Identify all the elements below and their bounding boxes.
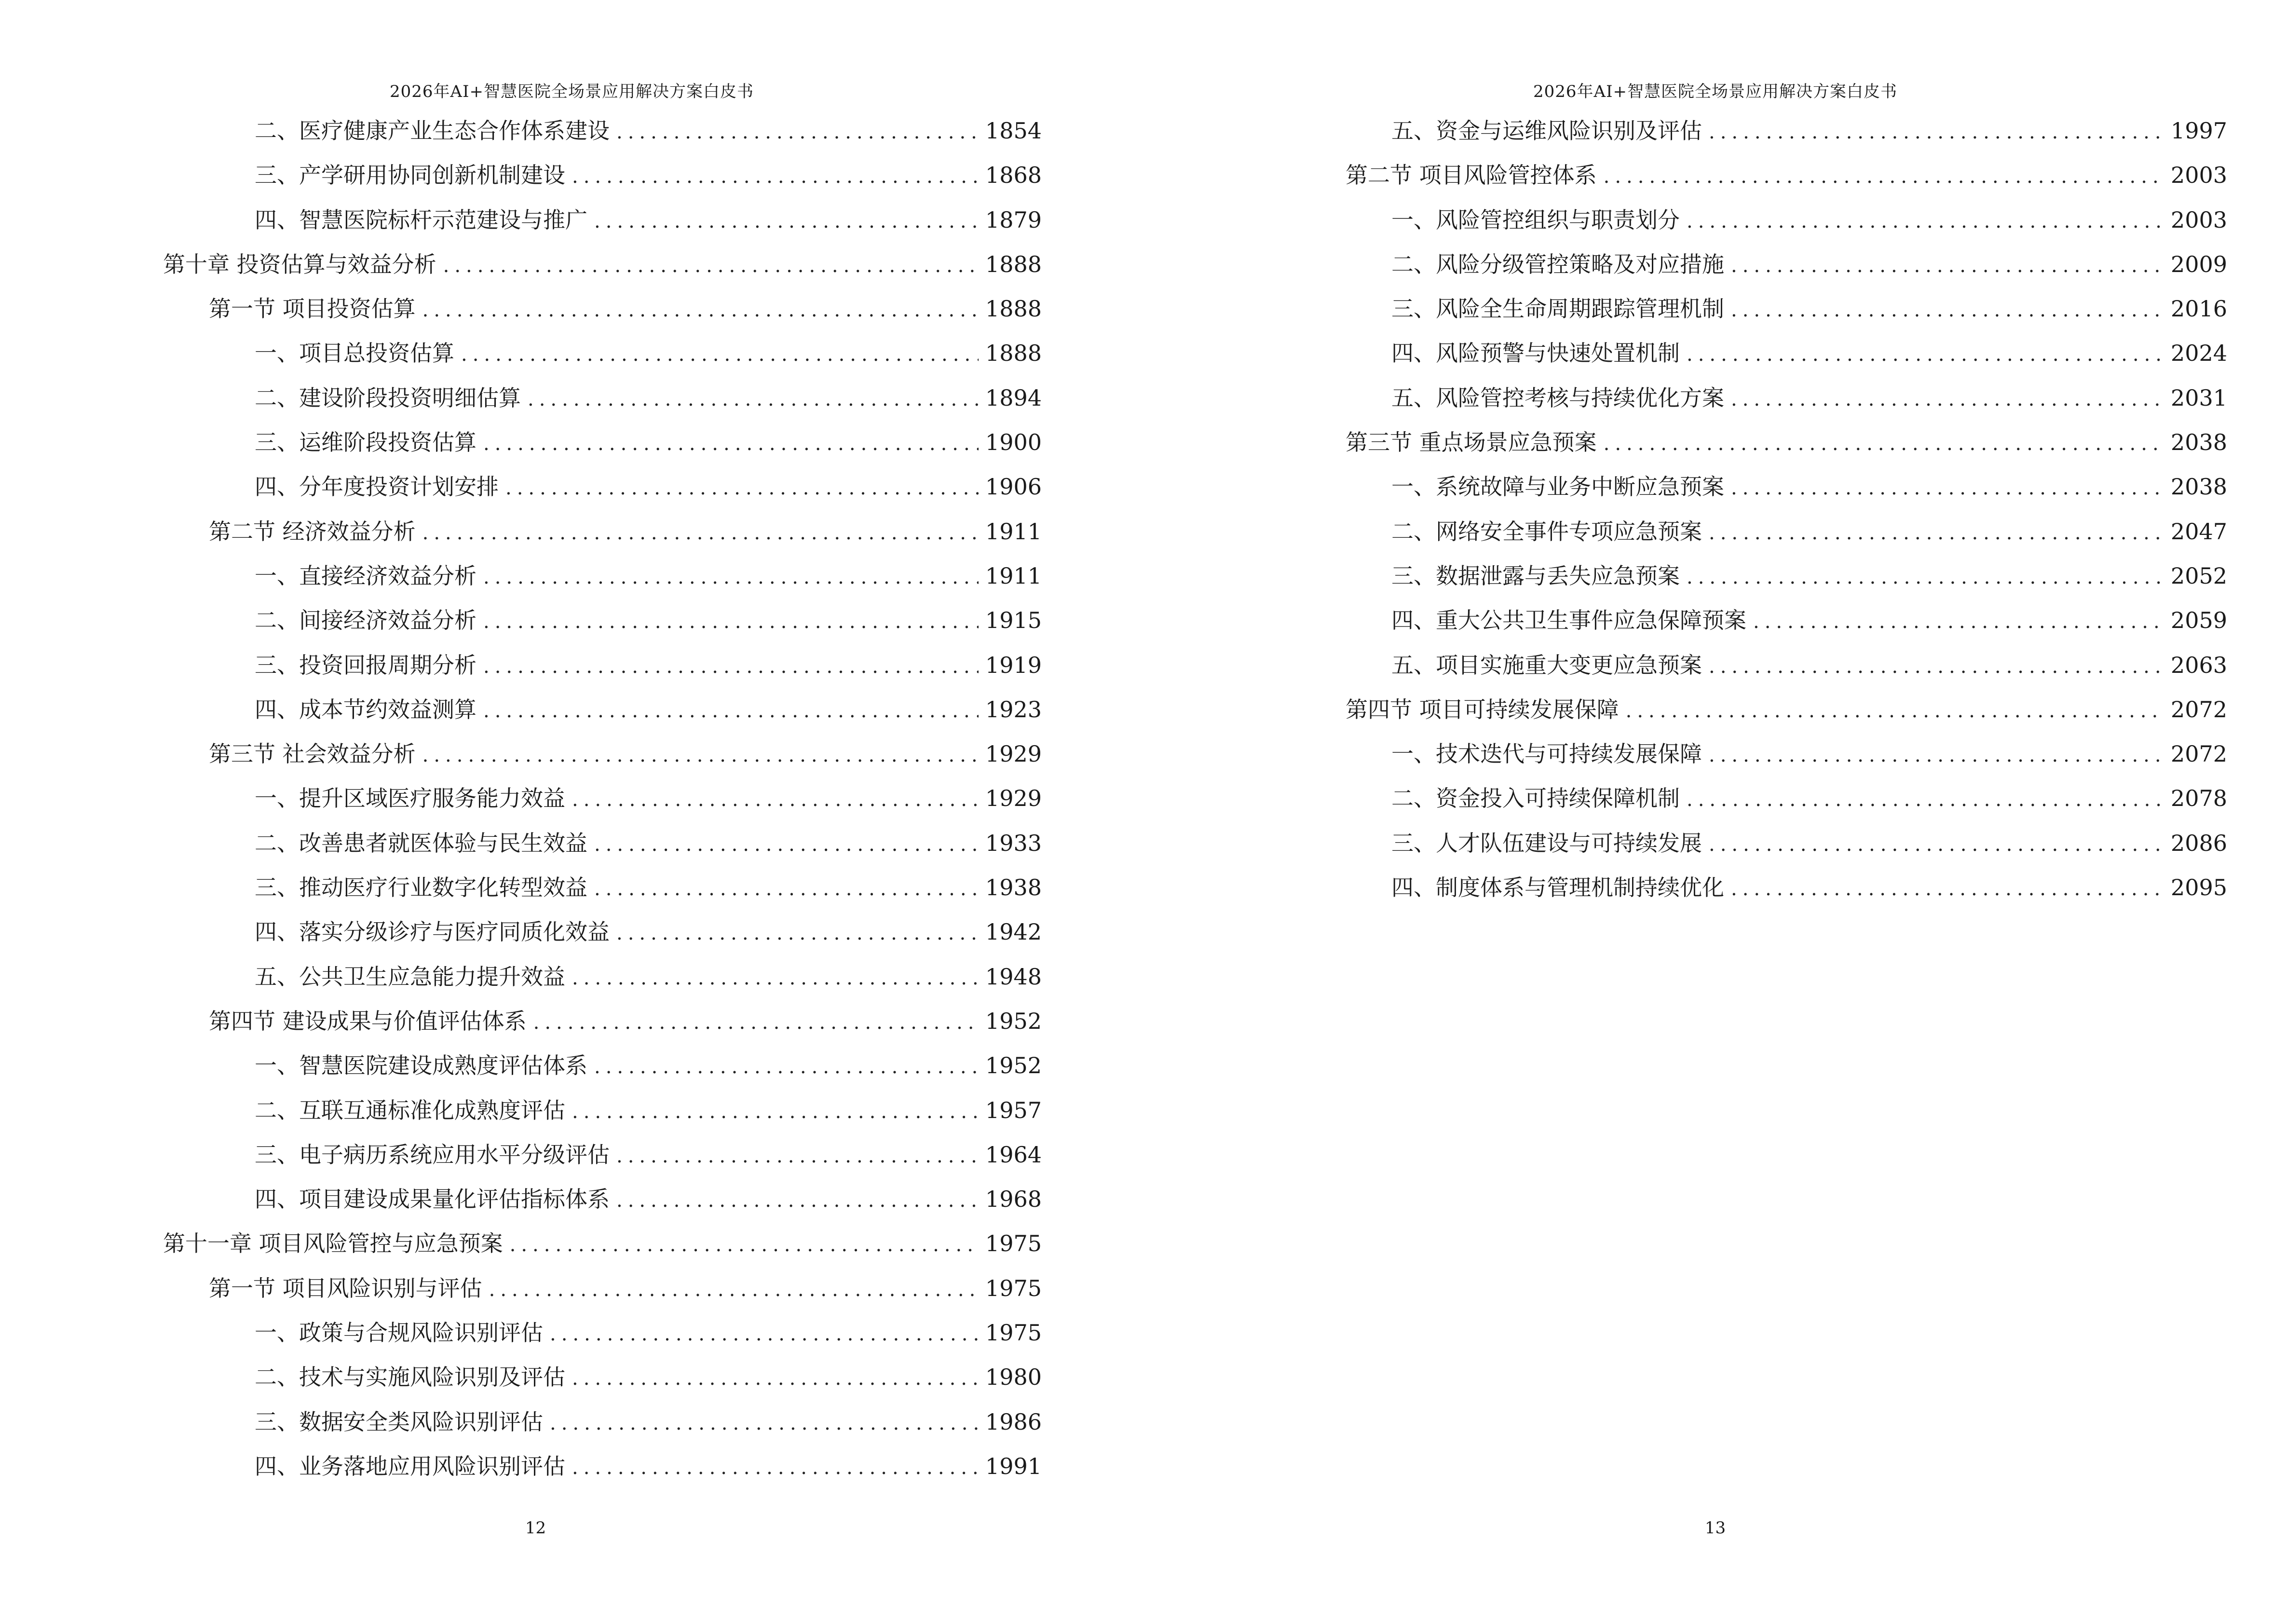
toc-dot-leader — [443, 255, 979, 277]
toc-entry-title: 三、运维阶段投资估算 — [255, 429, 476, 456]
toc-dot-leader — [483, 566, 979, 588]
toc-dot-leader — [572, 789, 979, 811]
page-number: 13 — [1704, 1518, 1726, 1538]
toc-entry-page: 2059 — [2170, 607, 2227, 634]
toc-entry-title: 四、智慧医院标杆示范建设与推广 — [255, 206, 587, 233]
toc-entry[interactable] — [1346, 648, 2227, 692]
toc-entry-title: 一、技术迭代与可持续发展保障 — [1391, 741, 1702, 767]
page-right — [1144, 0, 2287, 1624]
toc-entry[interactable] — [163, 1048, 1042, 1092]
toc-entry[interactable] — [163, 247, 1042, 291]
toc-entry[interactable] — [1346, 692, 2227, 737]
toc-entry-title: 四、项目建设成果量化评估指标体系 — [255, 1186, 610, 1213]
toc-entry-page: 2052 — [2170, 562, 2227, 589]
toc-entry-title: 五、公共卫生应急能力提升效益 — [255, 963, 565, 990]
toc-entry[interactable] — [163, 291, 1042, 336]
toc-dot-leader — [505, 477, 979, 499]
toc-entry-page: 2003 — [2170, 206, 2227, 233]
toc-entry[interactable] — [1346, 870, 2227, 914]
toc-dot-leader — [1753, 611, 2164, 633]
toc-dot-leader — [533, 1011, 979, 1034]
toc-entry-title: 第十一章 项目风险管控与应急预案 — [163, 1230, 503, 1257]
toc-entry-page: 2038 — [2170, 474, 2227, 500]
toc-dot-leader — [1731, 255, 2164, 277]
toc-entry[interactable] — [163, 914, 1042, 959]
toc-entry-page: 1942 — [985, 919, 1042, 945]
toc-entry-title: 二、网络安全事件专项应急预案 — [1391, 518, 1702, 545]
toc-dot-leader — [1687, 566, 2164, 588]
toc-entry[interactable] — [163, 648, 1042, 692]
toc-entry[interactable] — [1346, 559, 2227, 603]
toc-entry-page: 2063 — [2170, 652, 2227, 678]
toc-entry-page: 1986 — [985, 1408, 1042, 1435]
toc-entry[interactable] — [163, 381, 1042, 425]
toc-entry-page: 2072 — [2170, 696, 2227, 723]
toc-dot-leader — [1709, 522, 2164, 544]
page-header: 2026年AI+智慧医院全场景应用解决方案白皮书 — [390, 82, 754, 101]
toc-entry-title: 二、改善患者就医体验与民生效益 — [255, 830, 587, 856]
toc-dot-leader — [594, 210, 979, 232]
toc-entry[interactable] — [163, 469, 1042, 514]
toc-entry-title: 一、项目总投资估算 — [255, 340, 454, 367]
toc-dot-leader — [1626, 700, 2164, 722]
toc-dot-leader — [1687, 789, 2164, 811]
toc-entry-title: 二、技术与实施风险识别及评估 — [255, 1364, 565, 1391]
toc-entry-title: 三、投资回报周期分析 — [255, 652, 476, 678]
toc-entry-page: 2031 — [2170, 384, 2227, 411]
toc-dot-leader — [572, 1101, 979, 1123]
toc-dot-leader — [1731, 299, 2164, 321]
toc-dot-leader — [594, 878, 979, 900]
toc-entry-page: 1911 — [985, 518, 1042, 545]
toc-entry-title: 三、电子病历系统应用水平分级评估 — [255, 1141, 610, 1168]
toc-entry-title: 三、风险全生命周期跟踪管理机制 — [1391, 296, 1724, 322]
toc-entry-title: 三、推动医疗行业数字化转型效益 — [255, 874, 587, 901]
toc-entry-title: 第三节 社会效益分析 — [209, 741, 416, 767]
toc-entry[interactable] — [1346, 425, 2227, 469]
toc-entry-title: 第四节 项目可持续发展保障 — [1346, 696, 1619, 723]
table-of-contents — [163, 113, 1042, 1493]
toc-entry[interactable] — [1346, 469, 2227, 514]
toc-entry[interactable] — [163, 603, 1042, 647]
toc-dot-leader — [528, 388, 979, 410]
toc-entry-title: 五、风险管控考核与持续优化方案 — [1391, 384, 1724, 411]
toc-entry-page: 1879 — [985, 206, 1042, 233]
toc-entry-page: 1854 — [985, 118, 1042, 144]
toc-entry[interactable] — [1346, 291, 2227, 336]
toc-entry-page: 1957 — [985, 1097, 1042, 1123]
toc-entry-page: 2047 — [2170, 518, 2227, 545]
toc-dot-leader — [1687, 343, 2164, 366]
toc-dot-leader — [1604, 433, 2164, 455]
toc-entry-title: 四、制度体系与管理机制持续优化 — [1391, 874, 1724, 901]
toc-entry[interactable] — [163, 113, 1042, 158]
toc-dot-leader — [572, 1457, 979, 1479]
page-header: 2026年AI+智慧医院全场景应用解决方案白皮书 — [1533, 82, 1897, 101]
toc-entry[interactable] — [163, 1405, 1042, 1449]
table-of-contents — [1346, 113, 2227, 914]
toc-entry-page: 2078 — [2170, 785, 2227, 812]
toc-entry-page: 2016 — [2170, 296, 2227, 322]
toc-entry-page: 1915 — [985, 607, 1042, 634]
toc-entry-page: 1906 — [985, 474, 1042, 500]
toc-entry[interactable] — [163, 559, 1042, 603]
toc-entry-page: 1968 — [985, 1186, 1042, 1213]
toc-dot-leader — [594, 833, 979, 856]
toc-entry-page: 1948 — [985, 963, 1042, 990]
toc-entry-page: 1975 — [985, 1320, 1042, 1346]
toc-entry-page: 1938 — [985, 874, 1042, 901]
toc-entry[interactable] — [1346, 158, 2227, 202]
toc-dot-leader — [616, 1189, 979, 1212]
toc-entry[interactable] — [163, 959, 1042, 1004]
toc-dot-leader — [489, 1279, 979, 1301]
toc-entry-title: 四、业务落地应用风险识别评估 — [255, 1453, 565, 1479]
toc-entry-page: 1868 — [985, 162, 1042, 189]
toc-entry[interactable] — [1346, 203, 2227, 247]
toc-entry-title: 第二节 经济效益分析 — [209, 518, 416, 545]
toc-entry[interactable] — [163, 203, 1042, 247]
toc-entry-title: 第一节 项目投资估算 — [209, 296, 416, 322]
toc-entry-title: 二、互联互通标准化成熟度评估 — [255, 1097, 565, 1123]
toc-entry[interactable] — [163, 1315, 1042, 1360]
toc-entry-title: 五、项目实施重大变更应急预案 — [1391, 652, 1702, 678]
toc-entry-page: 1975 — [985, 1275, 1042, 1301]
toc-dot-leader — [483, 611, 979, 633]
toc-entry[interactable] — [1346, 781, 2227, 825]
toc-entry-page: 1911 — [985, 562, 1042, 589]
toc-dot-leader — [461, 343, 979, 366]
toc-entry[interactable] — [163, 336, 1042, 380]
toc-dot-leader — [1709, 121, 2164, 143]
toc-entry[interactable] — [163, 1093, 1042, 1137]
toc-entry-page: 2086 — [2170, 830, 2227, 856]
toc-entry-page: 1952 — [985, 1008, 1042, 1034]
toc-dot-leader — [1731, 878, 2164, 900]
toc-dot-leader — [483, 700, 979, 722]
toc-dot-leader — [422, 522, 979, 544]
toc-dot-leader — [510, 1234, 979, 1256]
toc-entry-page: 2072 — [2170, 741, 2227, 767]
toc-entry-page: 1888 — [985, 251, 1042, 277]
toc-entry-title: 四、风险预警与快速处置机制 — [1391, 340, 1680, 367]
toc-entry[interactable] — [163, 514, 1042, 559]
toc-entry-title: 第四节 建设成果与价值评估体系 — [209, 1008, 527, 1034]
toc-entry-title: 第三节 重点场景应急预案 — [1346, 429, 1597, 456]
toc-entry[interactable] — [1346, 603, 2227, 647]
toc-entry-title: 一、系统故障与业务中断应急预案 — [1391, 474, 1724, 500]
toc-dot-leader — [550, 1412, 979, 1434]
toc-entry[interactable] — [163, 692, 1042, 737]
toc-entry-page: 2009 — [2170, 251, 2227, 277]
toc-entry-title: 四、重大公共卫生事件应急保障预案 — [1391, 607, 1746, 634]
toc-dot-leader — [616, 121, 979, 143]
toc-entry[interactable] — [163, 870, 1042, 914]
toc-entry-page: 2003 — [2170, 162, 2227, 189]
toc-dot-leader — [1709, 744, 2164, 766]
toc-entry-page: 1964 — [985, 1141, 1042, 1168]
toc-entry-title: 一、智慧医院建设成熟度评估体系 — [255, 1052, 587, 1079]
toc-dot-leader — [483, 655, 979, 678]
toc-entry[interactable] — [1346, 381, 2227, 425]
toc-dot-leader — [1604, 165, 2164, 188]
toc-entry-page: 1997 — [2170, 118, 2227, 144]
toc-entry-page: 1933 — [985, 830, 1042, 856]
toc-entry[interactable] — [1346, 737, 2227, 781]
toc-entry[interactable] — [163, 781, 1042, 825]
toc-entry-title: 四、分年度投资计划安排 — [255, 474, 499, 500]
toc-entry-title: 二、资金投入可持续保障机制 — [1391, 785, 1680, 812]
toc-entry[interactable] — [163, 1182, 1042, 1226]
toc-dot-leader — [616, 1145, 979, 1167]
toc-entry-title: 第二节 项目风险管控体系 — [1346, 162, 1597, 189]
toc-entry-title: 第十章 投资估算与效益分析 — [163, 251, 436, 277]
toc-dot-leader — [572, 967, 979, 989]
toc-entry-page: 1888 — [985, 340, 1042, 367]
toc-dot-leader — [594, 1056, 979, 1078]
toc-dot-leader — [483, 433, 979, 455]
toc-entry-title: 四、成本节约效益测算 — [255, 696, 476, 723]
toc-entry[interactable] — [163, 1004, 1042, 1048]
toc-dot-leader — [572, 1367, 979, 1390]
toc-entry[interactable] — [1346, 514, 2227, 559]
toc-entry-title: 三、人才队伍建设与可持续发展 — [1391, 830, 1702, 856]
toc-dot-leader — [1709, 655, 2164, 678]
toc-entry-title: 一、政策与合规风险识别评估 — [255, 1320, 543, 1346]
toc-dot-leader — [1687, 210, 2164, 232]
toc-dot-leader — [572, 165, 979, 188]
toc-entry[interactable] — [163, 826, 1042, 870]
toc-entry[interactable] — [163, 1226, 1042, 1270]
toc-entry-page: 1991 — [985, 1453, 1042, 1479]
toc-entry[interactable] — [163, 1449, 1042, 1493]
toc-entry-title: 第一节 项目风险识别与评估 — [209, 1275, 482, 1301]
toc-entry-page: 1900 — [985, 429, 1042, 456]
toc-entry-title: 一、提升区域医疗服务能力效益 — [255, 785, 565, 812]
toc-entry-page: 2095 — [2170, 874, 2227, 901]
toc-entry-page: 1888 — [985, 296, 1042, 322]
toc-entry[interactable] — [1346, 247, 2227, 291]
toc-dot-leader — [422, 744, 979, 766]
toc-entry-page: 1980 — [985, 1364, 1042, 1391]
toc-entry-title: 二、风险分级管控策略及对应措施 — [1391, 251, 1724, 277]
toc-entry-page: 1952 — [985, 1052, 1042, 1079]
toc-entry-page: 1975 — [985, 1230, 1042, 1257]
toc-dot-leader — [1709, 833, 2164, 856]
toc-entry[interactable] — [163, 737, 1042, 781]
toc-entry[interactable] — [163, 1271, 1042, 1315]
toc-entry[interactable] — [1346, 336, 2227, 380]
toc-dot-leader — [422, 299, 979, 321]
toc-entry-title: 五、资金与运维风险识别及评估 — [1391, 118, 1702, 144]
toc-entry-title: 四、落实分级诊疗与医疗同质化效益 — [255, 919, 610, 945]
toc-dot-leader — [550, 1323, 979, 1345]
toc-entry-page: 1919 — [985, 652, 1042, 678]
toc-entry-page: 1894 — [985, 384, 1042, 411]
toc-entry-title: 三、数据泄露与丢失应急预案 — [1391, 562, 1680, 589]
toc-entry-title: 二、间接经济效益分析 — [255, 607, 476, 634]
toc-entry-title: 三、数据安全类风险识别评估 — [255, 1408, 543, 1435]
toc-entry-title: 三、产学研用协同创新机制建设 — [255, 162, 565, 189]
toc-entry[interactable] — [1346, 826, 2227, 870]
toc-dot-leader — [616, 922, 979, 944]
toc-entry-title: 一、直接经济效益分析 — [255, 562, 476, 589]
toc-entry-title: 二、医疗健康产业生态合作体系建设 — [255, 118, 610, 144]
toc-entry[interactable] — [163, 425, 1042, 469]
toc-entry[interactable] — [163, 1360, 1042, 1404]
toc-entry-page: 1929 — [985, 741, 1042, 767]
toc-entry-page: 2024 — [2170, 340, 2227, 367]
toc-entry-page: 1923 — [985, 696, 1042, 723]
toc-entry[interactable] — [1346, 113, 2227, 158]
toc-entry-title: 一、风险管控组织与职责划分 — [1391, 206, 1680, 233]
toc-entry-page: 1929 — [985, 785, 1042, 812]
toc-dot-leader — [1731, 477, 2164, 499]
toc-dot-leader — [1731, 388, 2164, 410]
toc-entry-page: 2038 — [2170, 429, 2227, 456]
toc-entry[interactable] — [163, 1137, 1042, 1182]
toc-entry-title: 二、建设阶段投资明细估算 — [255, 384, 521, 411]
page-number: 12 — [525, 1518, 546, 1538]
toc-entry[interactable] — [163, 158, 1042, 202]
